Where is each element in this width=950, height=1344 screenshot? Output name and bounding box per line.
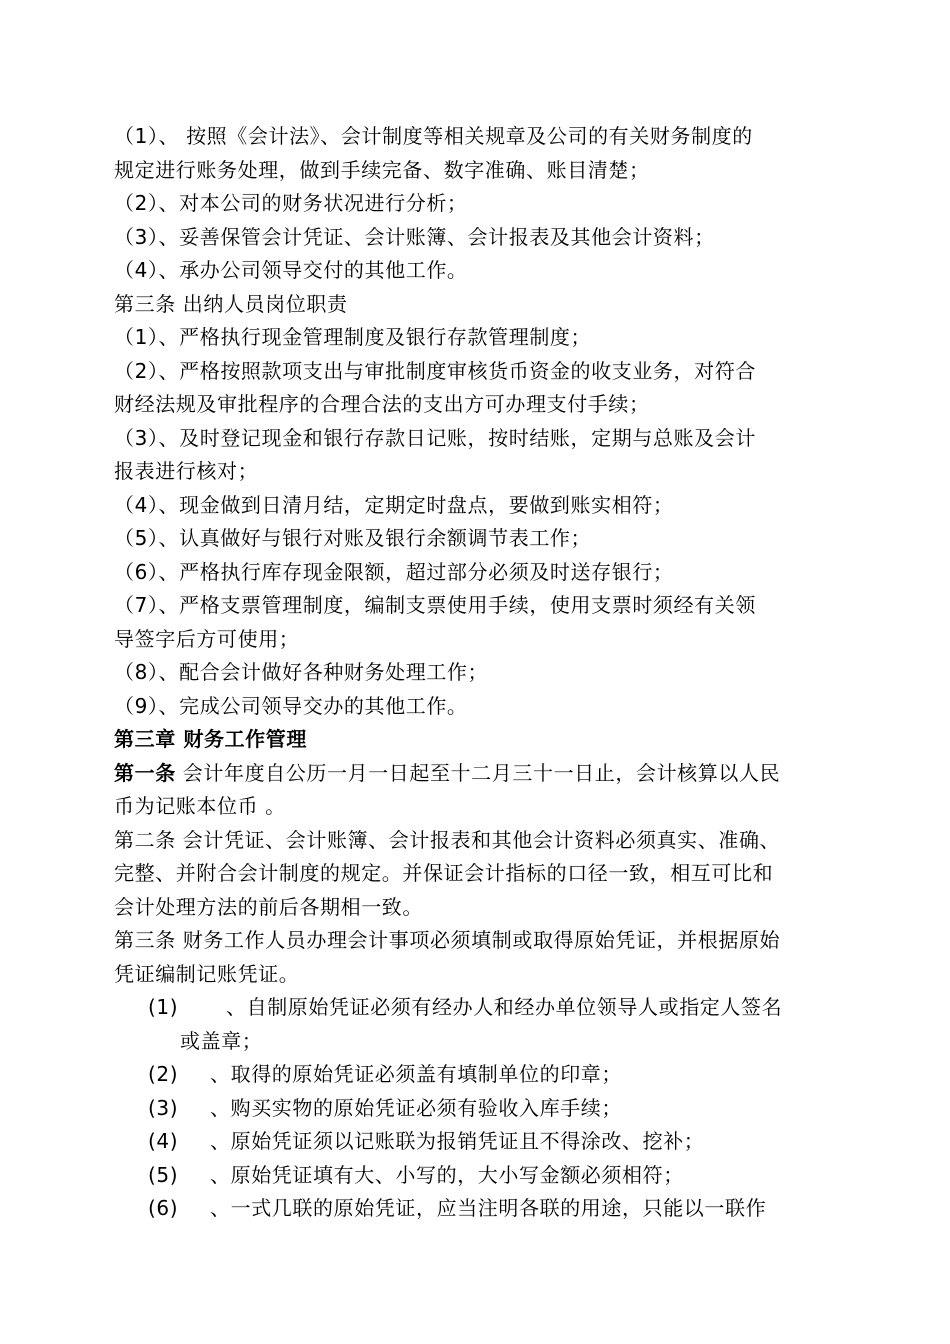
text-line: 第三条 财务工作人员办理会计事项必须填制或取得原始凭证，并根据原始 <box>114 928 781 952</box>
sub-item-text: 、一式几联的原始凭证，应当注明各联的用途，只能以一联作 <box>210 1196 767 1220</box>
text-line: （9）、完成公司领导交办的其他工作。 <box>114 693 468 718</box>
sub-item-text: 、原始凭证填有大、小写的，大小写金额必须相符； <box>210 1162 684 1187</box>
sub-item <box>114 1125 838 1159</box>
text-line: （6）、严格执行库存现金限额，超过部分必须及时送存银行； <box>114 559 674 584</box>
text-line: （1）、 按照《会计法》、会计制度等相关规章及公司的有关财务制度的 <box>114 124 753 148</box>
sub-item-text: 、取得的原始凭证必须盖有填制单位的印章； <box>210 1062 622 1086</box>
text-line: （2）、严格按照款项支出与审批制度审核货币资金的收支业务，对符合 <box>114 358 756 383</box>
sub-item-number: (5) <box>148 1162 179 1187</box>
text-line: （7）、严格支票管理制度，编制支票使用手续，使用支票时须经有关领 <box>114 593 756 617</box>
sub-item-number: (4) <box>148 1129 179 1153</box>
sub-item-number: (6) <box>148 1196 179 1220</box>
sub-item-text: 、原始凭证须以记账联为报销凭证且不得涂改、挖补； <box>210 1129 705 1153</box>
text-line: 导签字后方可使用； <box>114 626 300 651</box>
article-one-text: 会计年度自公历一月一日起至十二月三十一日止，会计核算以人民 <box>175 760 781 785</box>
article-one-label: 第一条 <box>114 760 176 785</box>
chapter-heading: 第三章 财务工作管理 <box>114 727 307 751</box>
text-line: （4）、现金做到日清月结，定期定时盘点，要做到账实相符； <box>114 492 674 517</box>
text-line: （3）、及时登记现金和银行存款日记账，按时结账，定期与总账及会计 <box>114 425 756 450</box>
text-line: （8）、配合会计做好各种财务处理工作； <box>114 660 489 684</box>
text-line: 完整、并附合会计制度的规定。并保证会计指标的口径一致，相互可比和 <box>114 861 774 885</box>
text-line: 规定进行账务处理，做到手续完备、数字准确、账目清楚； <box>114 157 650 182</box>
sub-item <box>114 1159 838 1193</box>
text-line: 财经法规及审批程序的合理合法的支出方可办理支付手续； <box>114 392 650 416</box>
sub-item-text: 、购买实物的原始凭证必须有验收入库手续； <box>210 1095 622 1120</box>
text-line: 币为记账本位币 。 <box>114 794 286 818</box>
article-one-line <box>114 757 838 791</box>
text-line: （5）、认真做好与银行对账及银行余额调节表工作； <box>114 526 592 550</box>
text-line: 报表进行核对； <box>114 459 259 483</box>
text-line: 凭证编制记账凭证。 <box>114 961 300 986</box>
sub-item-number: (1) <box>148 995 179 1019</box>
sub-item <box>114 1058 838 1092</box>
text-line: 第二条 会计凭证、会计账簿、会计报表和其他会计资料必须真实、准确、 <box>114 827 781 852</box>
text-line: （1）、严格执行现金管理制度及银行存款管理制度； <box>114 325 592 349</box>
text-line: （3）、妥善保管会计凭证、会计账簿、会计报表及其他会计资料； <box>114 224 715 249</box>
sub-item-continuation: 或盖章； <box>180 1028 263 1053</box>
sub-item <box>114 1092 838 1126</box>
article-heading: 第三条 出纳人员岗位职责 <box>114 291 348 316</box>
text-line: （4）、承办公司领导交付的其他工作。 <box>114 258 468 282</box>
sub-item-text: 、自制原始凭证必须有经办人和经办单位领导人或指定人签名 <box>226 995 783 1019</box>
text-line: 会计处理方法的前后各期相一致。 <box>114 894 423 919</box>
sub-item-number: (3) <box>148 1095 179 1120</box>
sub-item-number: (2) <box>148 1062 179 1086</box>
document-body <box>114 120 838 1226</box>
sub-item <box>114 991 838 1025</box>
text-line: （2）、对本公司的财务状况进行分析； <box>114 191 468 215</box>
sub-item <box>114 1192 838 1226</box>
